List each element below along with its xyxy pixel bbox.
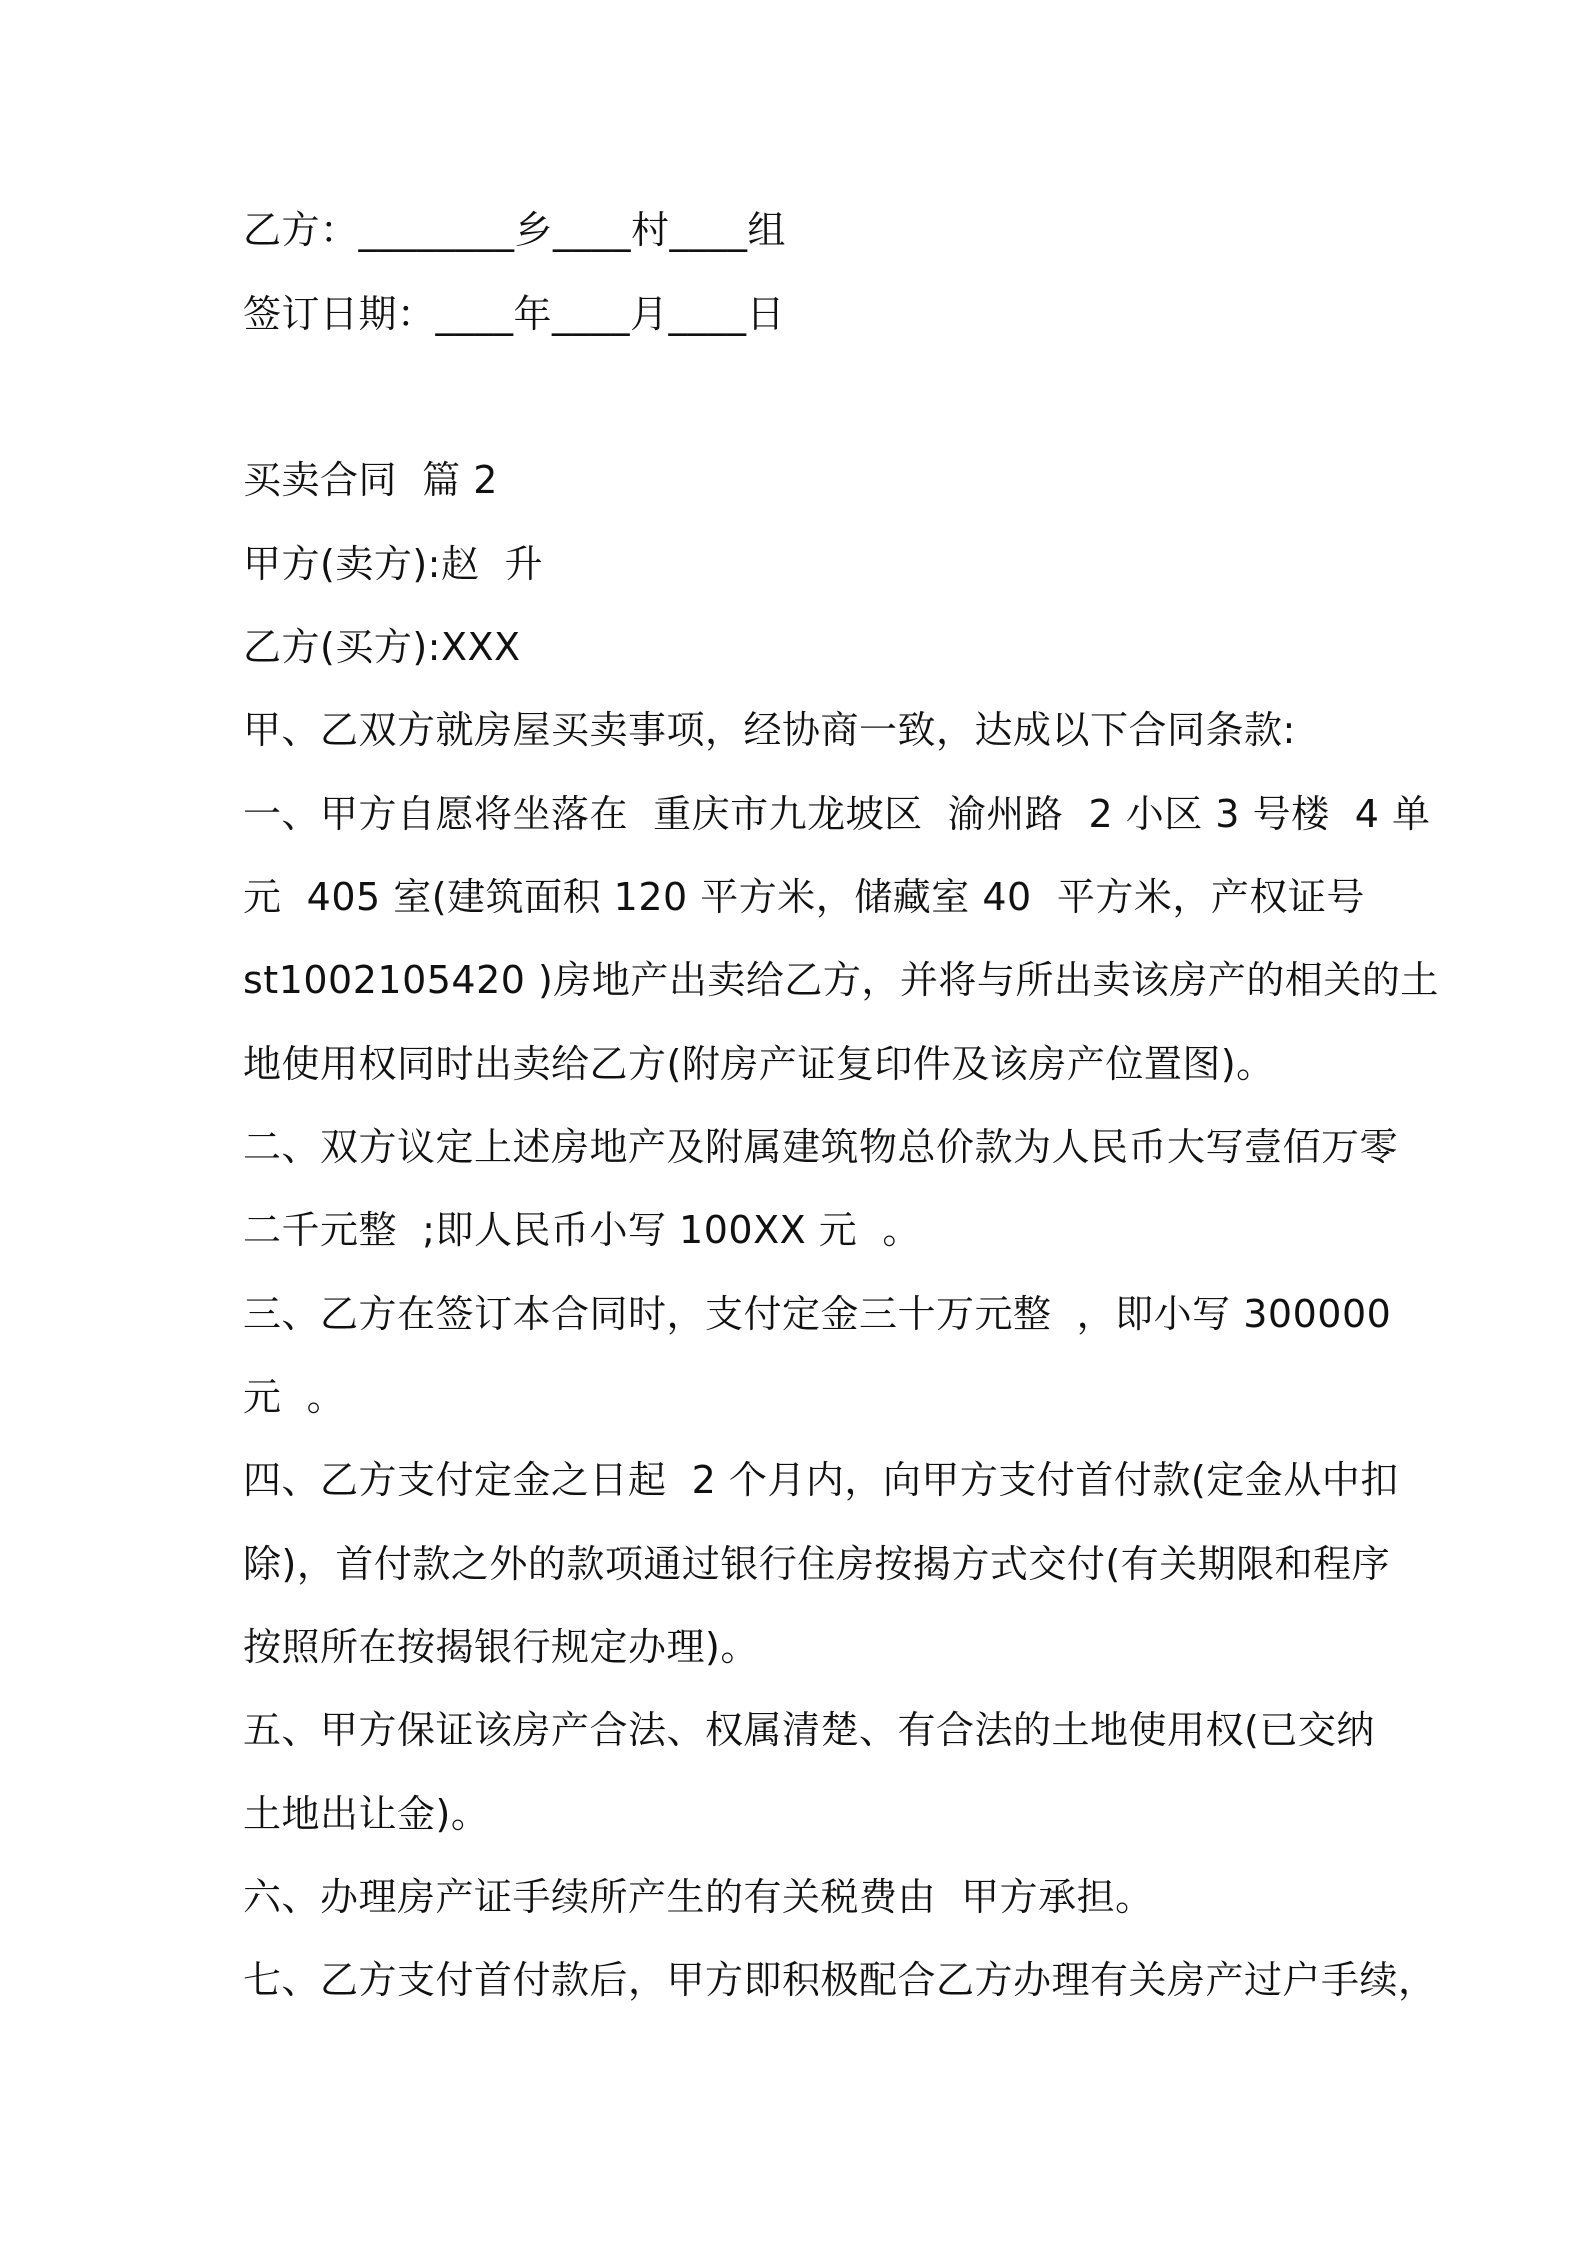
clause-4-line-3: 按照所在按揭银行规定办理)。 — [243, 1625, 759, 1669]
party-b-address-line: 乙方：________乡____村____组 — [243, 208, 787, 252]
party-a-line: 甲方(卖方):赵 升 — [243, 542, 544, 586]
clause-5-line-1: 五、甲方保证该房产合法、权属清楚、有合法的土地使用权(已交纳 — [243, 1708, 1375, 1752]
clause-5-line-2: 土地出让金)。 — [243, 1792, 490, 1836]
party-b-line: 乙方(买方):XXX — [243, 625, 521, 669]
signing-date-line: 签订日期：____年____月____日 — [243, 292, 786, 336]
clause-3-line-1: 三、乙方在签订本合同时，支付定金三十万元整 ，即小写 300000 — [243, 1292, 1392, 1336]
clause-2-line-1: 二、双方议定上述房地产及附属建筑物总价款为人民币大写壹佰万零 — [243, 1125, 1399, 1169]
section-title: 买卖合同 篇 2 — [243, 458, 498, 502]
preamble-line: 甲、乙双方就房屋买卖事项，经协商一致，达成以下合同条款: — [243, 708, 1296, 752]
clause-1-line-1: 一、甲方自愿将坐落在 重庆市九龙坡区 渝州路 2 小区 3 号楼 4 单 — [243, 792, 1431, 836]
clause-4-line-1: 四、乙方支付定金之日起 2 个月内，向甲方支付首付款(定金从中扣 — [243, 1458, 1399, 1502]
clause-1-line-3: st1002105420 )房地产出卖给乙方，并将与所出卖该房产的相关的土 — [243, 958, 1439, 1002]
clause-1-line-2: 元 405 室(建筑面积 120 平方米，储藏室 40 平方米，产权证号 — [243, 875, 1365, 919]
clause-4-line-2: 除)，首付款之外的款项通过银行住房按揭方式交付(有关期限和程序 — [243, 1542, 1391, 1586]
clause-2-line-2: 二千元整 ;即人民币小写 100XX 元 。 — [243, 1208, 921, 1252]
clause-6-line: 六、办理房产证手续所产生的有关税费由 甲方承担。 — [243, 1875, 1154, 1919]
clause-1-line-4: 地使用权同时出卖给乙方(附房产证复印件及该房产位置图)。 — [243, 1042, 1275, 1086]
clause-7-line-1: 七、乙方支付首付款后，甲方即积极配合乙方办理有关房产过户手续， — [243, 1958, 1437, 2002]
clause-3-line-2: 元 。 — [243, 1375, 346, 1419]
